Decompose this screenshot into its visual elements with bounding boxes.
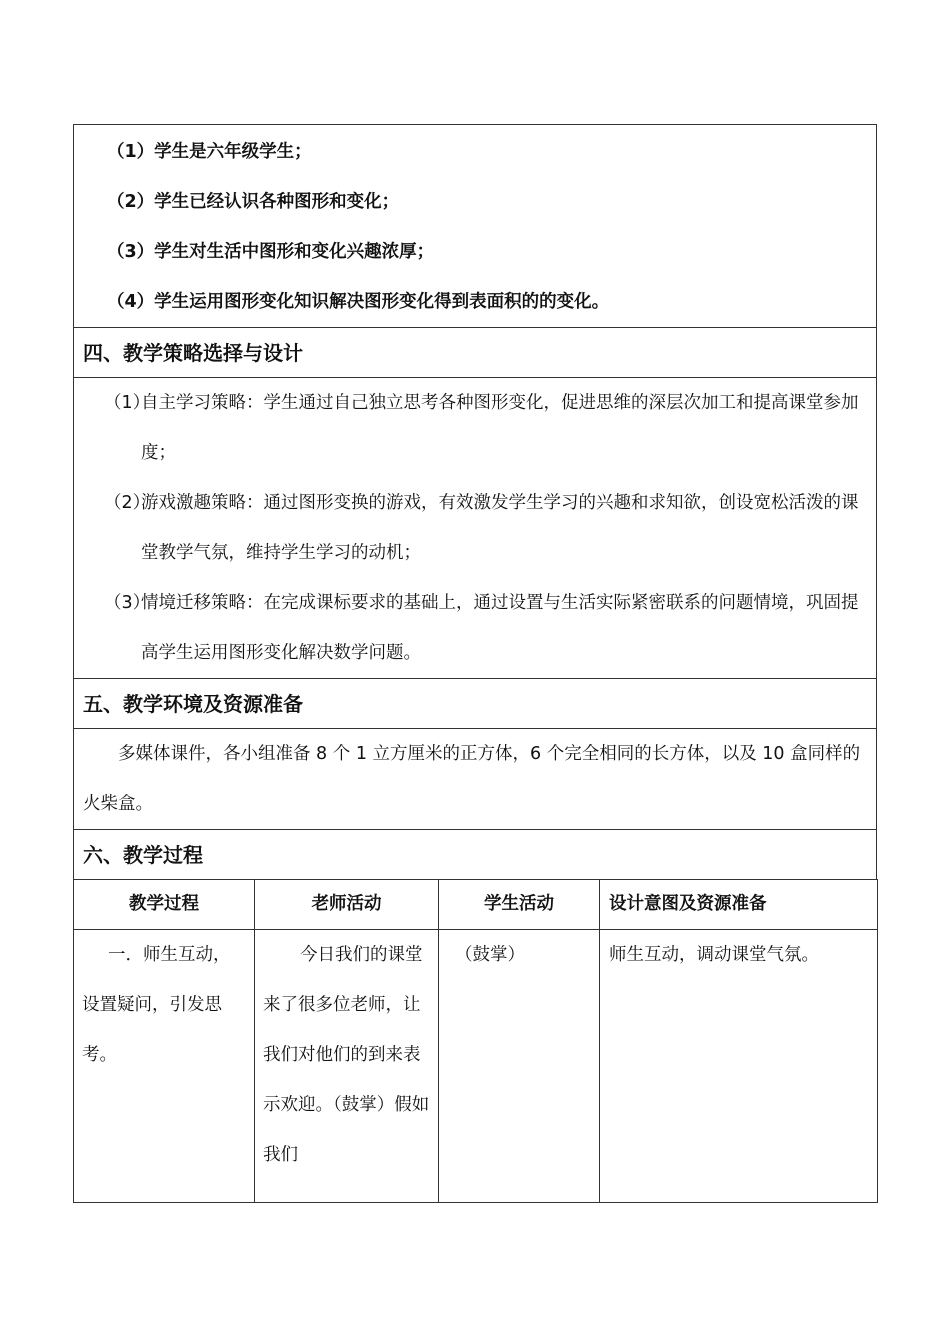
strategy-text: 自主学习策略：学生通过自己独立思考各种图形变化，促进思维的深层次加工和提高课堂参加度； — [141, 393, 859, 463]
strategy-number: （1） — [104, 393, 151, 413]
header-design-intent: 设计意图及资源准备 — [600, 880, 878, 930]
section-heading-strategy: 四、教学策略选择与设计 — [73, 327, 877, 377]
cell-design-intent: 师生互动，调动课堂气氛。 — [600, 930, 878, 1203]
analysis-item: （2）学生已经认识各种图形和变化； — [107, 192, 400, 212]
strategy-number: （2） — [104, 493, 151, 513]
cell-teacher-activity: 今日我们的课堂来了很多位老师，让我们对他们的到来表示欢迎。（鼓掌）假如我们 — [255, 930, 439, 1203]
strategy-text: 游戏激趣策略：通过图形变换的游戏，有效激发学生学习的兴趣和求知欲，创设宽松活泼的课堂教学气氛，维持学生学习的动机； — [141, 493, 859, 563]
strategy-item — [74, 378, 866, 478]
section-heading-process: 六、教学过程 — [73, 829, 877, 879]
environment-paragraph — [73, 728, 877, 829]
strategy-item — [74, 578, 866, 678]
strategy-list — [73, 377, 877, 678]
cell-student-activity: （鼓掌） — [439, 930, 600, 1203]
strategy-text: 情境迁移策略：在完成课标要求的基础上，通过设置与生活实际紧密联系的问题情境，巩固提高学生运用图形变化解决数学问题。 — [141, 593, 859, 663]
header-process: 教学过程 — [74, 880, 255, 930]
header-teacher-activity: 老师活动 — [255, 880, 439, 930]
header-student-activity: 学生活动 — [439, 880, 600, 930]
section-heading-environment: 五、教学环境及资源准备 — [73, 678, 877, 728]
learner-analysis-block — [73, 124, 877, 327]
process-table-header-row — [74, 880, 878, 930]
environment-text: 多媒体课件，各小组准备 8 个 1 立方厘米的正方体，6 个完全相同的长方体，以及 10 盒同样的火柴盒。 — [83, 744, 861, 814]
strategy-item — [74, 478, 866, 578]
analysis-item: （4）学生运用图形变化知识解决图形变化得到表面积的的变化。 — [107, 292, 610, 312]
analysis-item: （1）学生是六年级学生； — [107, 142, 312, 162]
cell-process: 一．师生互动，设置疑问，引发思考。 — [74, 930, 255, 1203]
process-table — [73, 879, 878, 1203]
analysis-item: （3）学生对生活中图形和变化兴趣浓厚； — [107, 242, 435, 262]
strategy-number: （3） — [104, 593, 151, 613]
table-row — [74, 930, 878, 1203]
document-page — [73, 124, 877, 1203]
